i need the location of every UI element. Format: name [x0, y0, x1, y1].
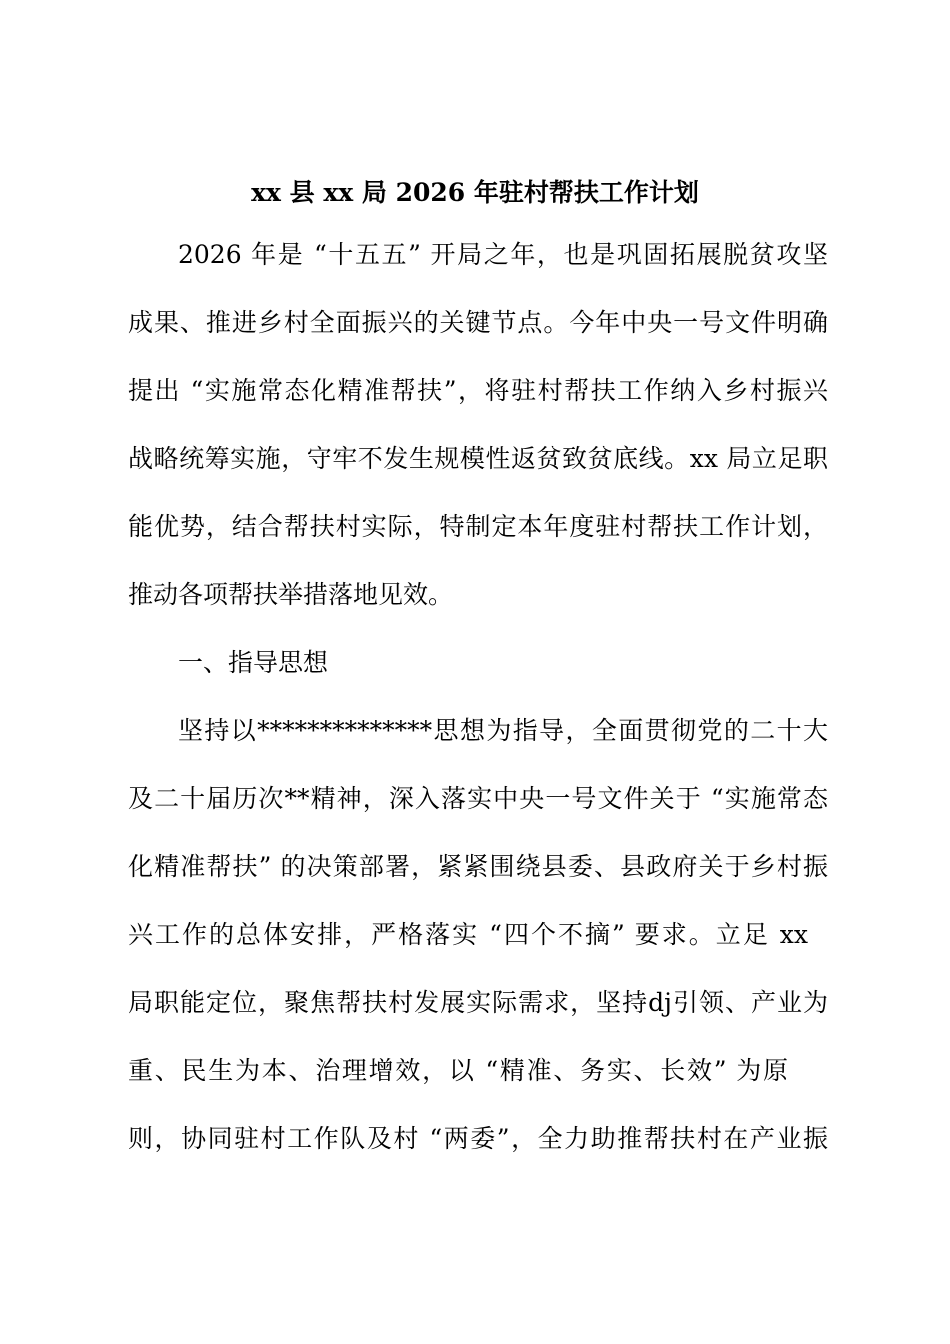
paragraph-line: 化精准帮扶” 的决策部署，紧紧围绕县委、县政府关于乡村振	[128, 852, 828, 881]
paragraph-line: 及二十届历次**精神，深入落实中央一号文件关于 “实施常态	[128, 784, 828, 813]
document-body	[128, 221, 828, 1173]
paragraph-line: 能优势，结合帮扶村实际，特制定本年度驻村帮扶工作计划，	[128, 512, 828, 541]
paragraph-line: 成果、推进乡村全面振兴的关键节点。今年中央一号文件明确	[128, 308, 828, 337]
section-heading: 一、指导思想	[178, 648, 329, 677]
paragraph-line: 则，协同驻村工作队及村 “两委”，全力助推帮扶村在产业振	[128, 1124, 828, 1153]
paragraph-line: 推动各项帮扶举措落地见效。	[128, 580, 454, 609]
paragraph-line: 局职能定位，聚焦帮扶村发展实际需求，坚持dj引领、产业为	[128, 988, 828, 1017]
paragraph-line: 提出 “实施常态化精准帮扶”，将驻村帮扶工作纳入乡村振兴	[128, 376, 828, 405]
paragraph-line: 坚持以**************思想为指导，全面贯彻党的二十大	[178, 716, 828, 745]
paragraph-line: 2026 年是 “十五五” 开局之年，也是巩固拓展脱贫攻坚	[178, 240, 828, 269]
document-title: xx 县 xx 局 2026 年驻村帮扶工作计划	[251, 178, 699, 207]
paragraph-line: 战略统筹实施，守牢不发生规模性返贫致贫底线。xx 局立足职	[128, 444, 828, 473]
paragraph-line: 兴工作的总体安排，严格落实 “四个不摘” 要求。立足 xx	[128, 920, 808, 949]
paragraph-line: 重、民生为本、治理增效，以 “精准、务实、长效” 为原	[128, 1056, 788, 1085]
